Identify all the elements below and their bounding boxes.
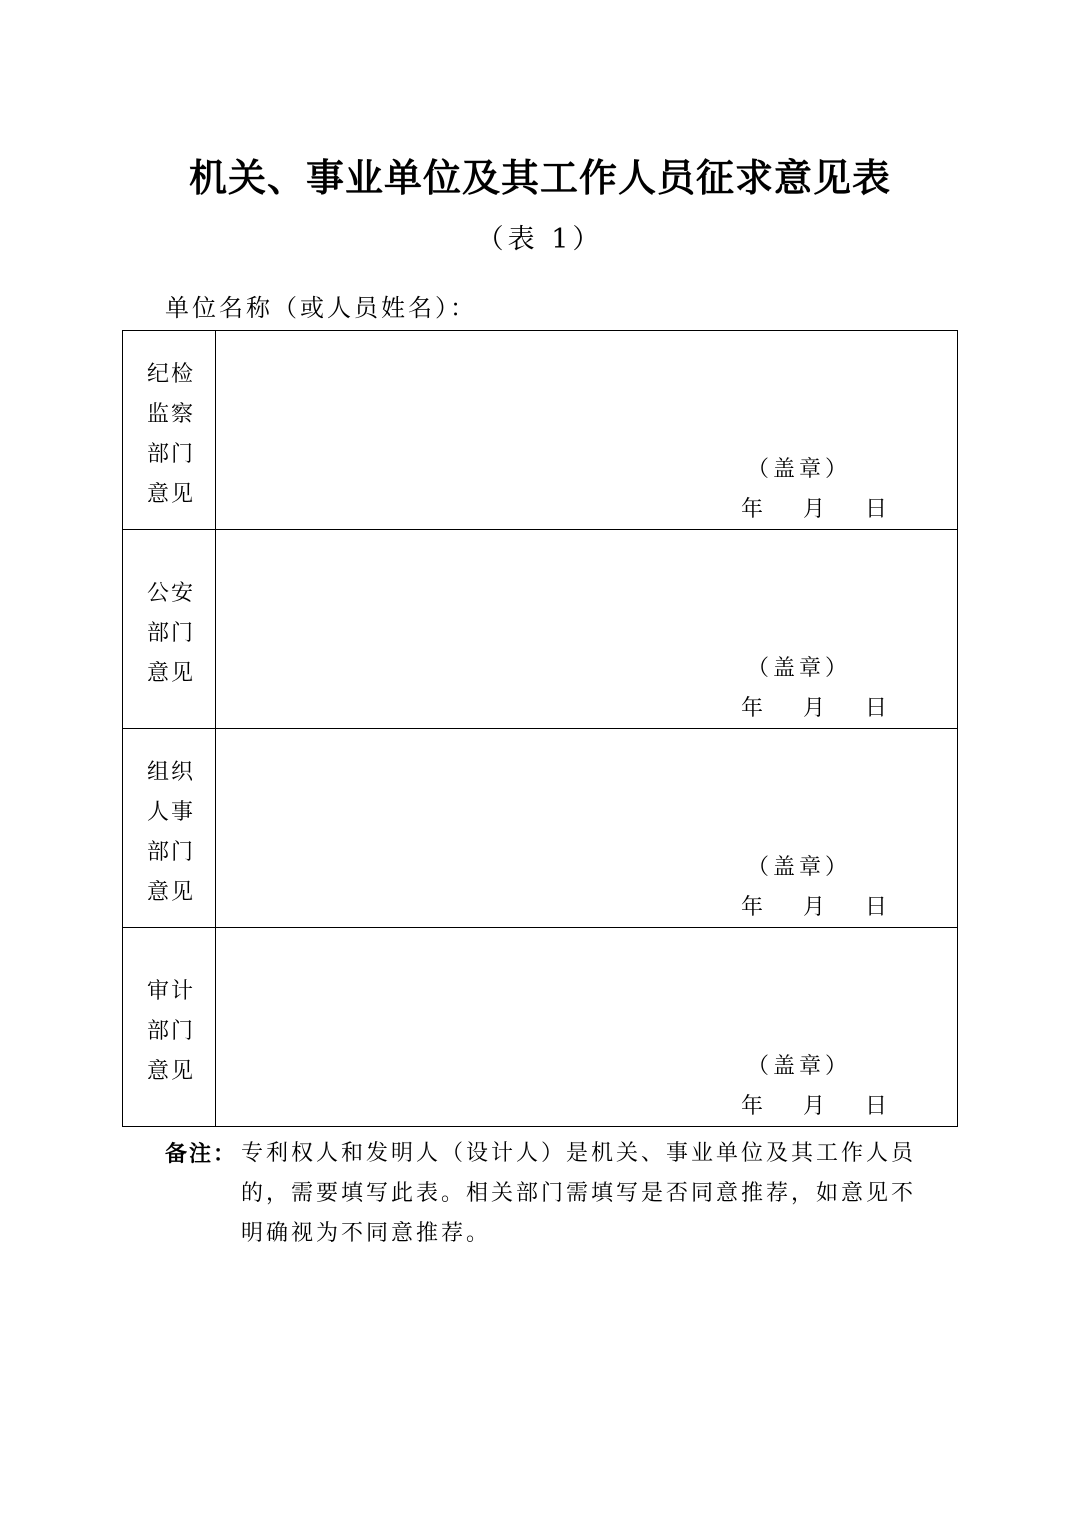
date-month-label: 月 [802,895,825,920]
date-year-label: 年 [740,895,763,920]
date-year-label: 年 [740,696,763,721]
date-month-label: 月 [802,497,825,522]
date-year-label: 年 [740,1094,763,1119]
date-line [741,694,887,724]
date-day-label: 日 [864,497,887,522]
row-label-cell [123,729,216,928]
date-line [741,893,887,923]
opinion-row-personnel [123,729,958,928]
footnote [165,1134,925,1254]
row-label-cell [123,928,216,1127]
date-line [741,1092,887,1122]
row-label-line: 审计 [147,979,196,1004]
row-label [147,574,197,694]
opinion-field[interactable] [216,729,958,928]
seal-label: （盖章） [746,855,851,880]
row-label-line: 组织 [147,760,196,785]
row-label-line: 监察 [147,402,196,427]
opinion-row-public-security [123,530,958,729]
unit-name-label: 单位名称（或人员姓名）： [165,294,477,322]
opinion-row-discipline [123,331,958,530]
opinion-table [122,330,958,1127]
date-day-label: 日 [864,696,887,721]
date-year-label: 年 [740,497,763,522]
date-month-label: 月 [802,696,825,721]
page-subtitle: （表 1） [476,224,604,255]
opinion-field[interactable] [216,530,958,729]
row-label-line: 人事 [147,800,196,825]
seal-label: （盖章） [746,656,851,681]
row-label [147,753,197,913]
row-label-line: 部门 [147,442,196,467]
row-label-line: 意见 [147,482,196,507]
footnote-line: 专利权人和发明人（设计人）是机关、事业单位及其工作人员 [241,1141,917,1166]
row-label-line: 意见 [147,1059,196,1084]
opinion-field[interactable] [216,331,958,530]
date-day-label: 日 [864,895,887,920]
date-day-label: 日 [864,1094,887,1119]
row-label-line: 公安 [147,581,196,606]
row-label-line: 部门 [147,840,196,865]
row-label-cell [123,530,216,729]
footnote-text [241,1134,925,1254]
seal-label: （盖章） [746,457,851,482]
opinion-row-audit [123,928,958,1127]
row-label-line: 意见 [147,880,196,905]
row-label [147,972,197,1092]
date-month-label: 月 [802,1094,825,1119]
footnote-line: 明确视为不同意推荐。 [241,1221,492,1246]
opinion-field[interactable] [216,928,958,1127]
date-line [741,495,887,525]
seal-label: （盖章） [746,1054,851,1079]
row-label-cell [123,331,216,530]
footnote-line: 的，需要填写此表。相关部门需填写是否同意推荐，如意见不 [241,1181,917,1206]
row-label-line: 部门 [147,621,196,646]
row-label-line: 纪检 [147,362,196,387]
footnote-label: 备注： [165,1141,238,1167]
row-label [147,355,197,515]
row-label-line: 意见 [147,661,196,686]
row-label-line: 部门 [147,1019,196,1044]
page-title: 机关、事业单位及其工作人员征求意见表 [188,155,891,200]
